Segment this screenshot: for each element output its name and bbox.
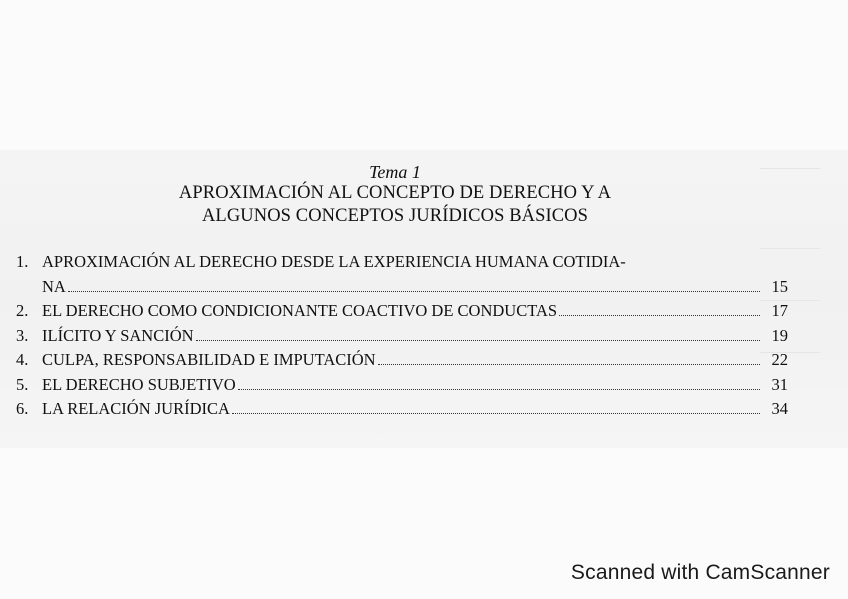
toc-number: 4. xyxy=(16,350,29,369)
toc-text: NA xyxy=(42,276,66,296)
toc-number: 3. xyxy=(16,325,29,345)
toc-text: ILÍCITO Y SANCIÓN xyxy=(42,325,194,345)
toc-page: 19 xyxy=(771,325,788,345)
tema-label: Tema 1 xyxy=(369,162,421,182)
toc-entry xyxy=(16,299,788,324)
chapter-heading xyxy=(0,162,790,228)
toc-text: LA RELACIÓN JURÍDICA xyxy=(42,399,230,418)
toc-entry xyxy=(16,373,788,398)
dot-leader xyxy=(238,389,760,390)
scanner-watermark: Scanned with CamScanner xyxy=(570,561,830,584)
toc-number: 2. xyxy=(16,301,29,320)
dot-leader xyxy=(196,340,760,341)
toc-text: CULPA, RESPONSABILIDAD E IMPUTACIÓN xyxy=(42,350,376,369)
toc-text: EL DERECHO COMO CONDICIONANTE COACTIVO DE CONDUCTAS xyxy=(42,301,558,320)
toc-entry xyxy=(16,348,788,373)
toc-page: 15 xyxy=(771,276,788,296)
toc-page: 17 xyxy=(771,301,788,320)
toc-entry xyxy=(16,250,788,299)
toc-entry xyxy=(16,324,788,349)
dot-leader xyxy=(68,291,760,292)
toc-text-wrapped: APROXIMACIÓN AL DERECHO DESDE LA EXPERIENCIA HUMANA COTIDIA- xyxy=(42,252,626,271)
dot-leader xyxy=(378,364,760,365)
toc-page: 22 xyxy=(771,350,788,369)
toc-page: 34 xyxy=(771,399,788,418)
title-line-2: ALGUNOS CONCEPTOS JURÍDICOS BÁSICOS xyxy=(201,206,589,226)
title-line-1: APROXIMACIÓN AL CONCEPTO DE DERECHO Y A xyxy=(178,183,612,203)
dot-leader xyxy=(559,315,760,316)
toc-number: 5. xyxy=(16,374,29,394)
toc-text: EL DERECHO SUBJETIVO xyxy=(42,374,236,394)
toc-page: 31 xyxy=(771,374,788,394)
table-of-contents xyxy=(16,250,788,422)
dot-leader xyxy=(232,413,760,414)
toc-number: 1. xyxy=(16,252,29,271)
toc-entry xyxy=(16,397,788,422)
toc-number: 6. xyxy=(16,399,29,418)
